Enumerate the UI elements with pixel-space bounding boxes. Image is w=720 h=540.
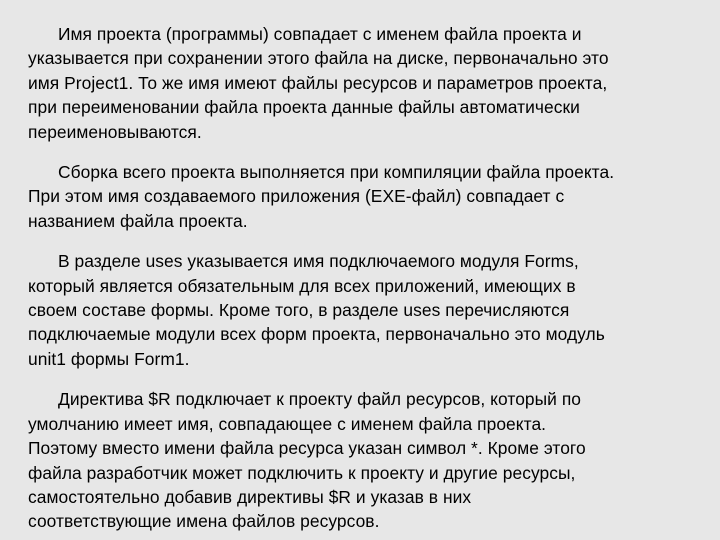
paragraph-uses-section xyxy=(28,249,692,371)
text-line: который является обязательным для всех приложений, имеющих в xyxy=(28,275,576,296)
text-line: подключаемые модули всех форм проекта, первоначально это модуль xyxy=(28,324,605,345)
text-line: самостоятельно добавив директивы $R и указав в них xyxy=(28,486,472,507)
text-line: файла разработчик может подключить к проекту и другие ресурсы, xyxy=(28,462,576,483)
text-line: переименовываются. xyxy=(28,121,202,142)
text-line: названием файла проекта. xyxy=(28,210,248,231)
text-line: В разделе uses указывается имя подключаемого модуля Forms, xyxy=(58,251,579,272)
text-line: имя Project1. То же имя имеют файлы ресурсов и параметров проекта, xyxy=(28,72,608,93)
text-line: Сборка всего проекта выполняется при компиляции файла проекта. xyxy=(58,162,615,183)
text-line: Директива $R подключает к проекту файл ресурсов, который по xyxy=(58,389,582,410)
text-line: умолчанию имеет имя, совпадающее с именем файла проекта. xyxy=(28,413,547,434)
paragraph-resource-directive xyxy=(28,387,692,533)
paragraph-project-build xyxy=(28,160,692,233)
text-line: unit1 формы Form1. xyxy=(28,348,190,369)
text-line: своем составе формы. Кроме того, в разделе uses перечисляются xyxy=(28,300,570,321)
text-line: соответствующие имена файлов ресурсов. xyxy=(28,511,380,532)
text-line: Поэтому вместо имени файла ресурса указан символ *. Кроме этого xyxy=(28,438,586,459)
text-line: Имя проекта (программы) совпадает с именем файла проекта и xyxy=(58,24,582,44)
text-line: При этом имя создаваемого приложения (EXE-файл) совпадает с xyxy=(28,186,565,207)
text-line: при переименовании файла проекта данные файлы автоматически xyxy=(28,97,580,118)
text-line: указывается при сохранении этого файла на диске, первоначально это xyxy=(28,48,609,69)
paragraph-project-name xyxy=(28,22,692,144)
